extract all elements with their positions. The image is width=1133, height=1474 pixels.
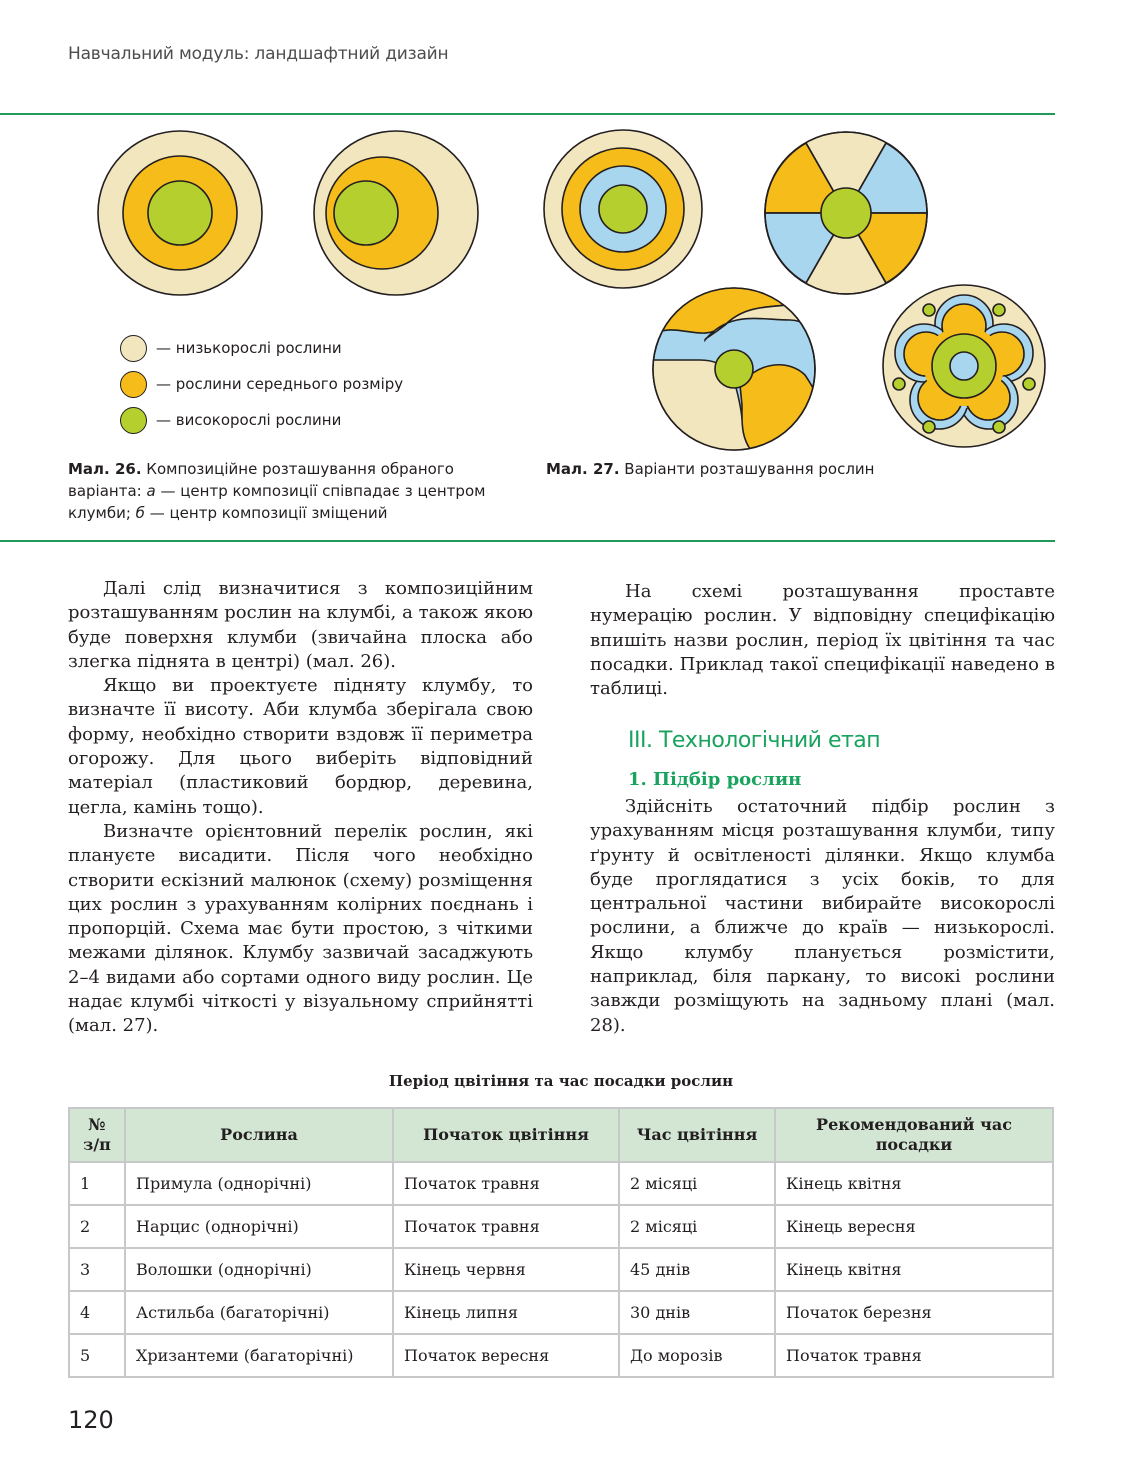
table-cell: 2 місяці	[619, 1205, 775, 1248]
paragraph: Далі слід визначитися з композиційним розташуванням рослин на клумбі, а також якою буде поверхня клумби (звичайна плоска або злегка піднята в центрі) (мал. 26).	[68, 578, 533, 672]
table-cell: Початок травня	[393, 1205, 619, 1248]
table-row	[69, 1248, 1053, 1291]
table-cell: 4	[69, 1291, 125, 1334]
header-bloom-start: Початок цвітіння	[393, 1108, 619, 1162]
header-plant: Рослина	[125, 1108, 393, 1162]
table-cell: Початок травня	[393, 1162, 619, 1205]
header-bloom-duration: Час цвітіння	[619, 1108, 775, 1162]
table-cell: Кінець червня	[393, 1248, 619, 1291]
subsection-title: 1. Підбір рослин	[628, 769, 802, 790]
figure-27-waves	[650, 280, 820, 455]
figure-27-rings	[544, 130, 702, 288]
table-cell: Кінець липня	[393, 1291, 619, 1334]
section-title: ІІІ. Технологічний етап	[628, 728, 881, 753]
figure-26b-offset	[314, 131, 478, 295]
legend-label: — низькорослі рослини	[156, 339, 342, 357]
running-header: Навчальний модуль: ландшафтний дизайн	[68, 44, 449, 64]
paragraph: Здійсніть остаточний підбір рослин з урахуванням місця розташування клумби, типу ґрунту й освітленості ділянки. Якщо клумба буде проглядатися з усіх боків, то для центральної частини вибирайте високорослі рослини, а ближче до країв — низькорослі. Якщо клумбу планується розмістити, наприклад, біля паркану, то високі рослини завжди розміщують на задньому плані (мал. 28).	[590, 796, 1055, 1036]
page-number: 120	[68, 1406, 114, 1434]
table-row	[69, 1291, 1053, 1334]
swatch-medium	[120, 371, 147, 398]
right-column-bottom	[590, 795, 1055, 1038]
table-cell: 30 днів	[619, 1291, 775, 1334]
right-column-top	[590, 580, 1055, 701]
table-cell: Кінець квітня	[775, 1162, 1053, 1205]
table-row	[69, 1162, 1053, 1205]
header-planting-time: Рекомендований час посадки	[775, 1108, 1053, 1162]
left-column	[68, 577, 533, 1039]
paragraph: Якщо ви проектуєте підняту клумбу, то визначте її висоту. Аби клумба зберігала свою форму, необхідно створити вздовж її периметра огорожу. Для цього виберіть відповідний матеріал (пластиковий бордюр, деревина, цегла, камінь тощо).	[68, 675, 533, 818]
table-cell: 1	[69, 1162, 125, 1205]
table-row	[69, 1205, 1053, 1248]
table-cell: Астильба (багаторічні)	[125, 1291, 393, 1334]
swatch-low	[120, 335, 147, 362]
table-cell: 2 місяці	[619, 1162, 775, 1205]
header-number: № з/п	[69, 1108, 125, 1162]
table-cell: До морозів	[619, 1334, 775, 1377]
table-cell: Примула (однорічні)	[125, 1162, 393, 1205]
legend-item-medium	[120, 366, 403, 402]
table-row	[69, 1334, 1053, 1377]
table-cell: 5	[69, 1334, 125, 1377]
table-cell: Початок травня	[775, 1334, 1053, 1377]
table-header-row	[69, 1108, 1053, 1162]
paragraph: На схемі розташування проставте нумерацію рослин. У відповідну специфікацію впишіть назви рослин, період їх цвітіння та час посадки. Приклад такої специфікації наведено в таблиці.	[590, 581, 1055, 700]
legend-label: — рослини середнього розміру	[156, 375, 404, 393]
swatch-tall	[120, 407, 147, 434]
plant-spec-table	[68, 1107, 1054, 1378]
table-cell: Початок березня	[775, 1291, 1053, 1334]
legend-item-tall	[120, 402, 403, 438]
paragraph: Визначте орієнтовний перелік рослин, які плануєте висадити. Після чого необхідно створити ескізний малюнок (схему) розміщення цих рослин з урахуванням колірних поєднань і пропорцій. Схема має бути простою, з чіткими межами ділянок. Клумбу зазвичай засаджують 2–4 видами або сортами одного виду рослин. Це надає клумбі чіткості у візуальному сприйнятті (мал. 27).	[68, 820, 533, 1037]
table-cell: 2	[69, 1205, 125, 1248]
figure-26-caption: Мал. 26. Композиційне розташування обраного варіанта: а — центр композиції співпадає з центром клумби; б — центр композиції зміщений	[68, 460, 486, 522]
legend	[120, 330, 403, 438]
top-divider	[0, 113, 1055, 115]
bottom-divider	[0, 540, 1055, 542]
table-cell: 3	[69, 1248, 125, 1291]
figure-27-caption: Мал. 27. Варіанти розташування рослин	[546, 460, 875, 478]
table-cell: Кінець квітня	[775, 1248, 1053, 1291]
figure-26a-concentric	[98, 131, 262, 295]
figure-27-sectors	[765, 132, 927, 294]
table-cell: Хризантеми (багаторічні)	[125, 1334, 393, 1377]
table-title: Період цвітіння та час посадки рослин	[388, 1072, 734, 1090]
legend-label: — високорослі рослини	[156, 411, 342, 429]
table-cell: Нарцис (однорічні)	[125, 1205, 393, 1248]
figure-27-flower	[883, 285, 1045, 447]
table-cell: 45 днів	[619, 1248, 775, 1291]
legend-item-low	[120, 330, 403, 366]
table-cell: Волошки (однорічні)	[125, 1248, 393, 1291]
table-cell: Кінець вересня	[775, 1205, 1053, 1248]
table-cell: Початок вересня	[393, 1334, 619, 1377]
